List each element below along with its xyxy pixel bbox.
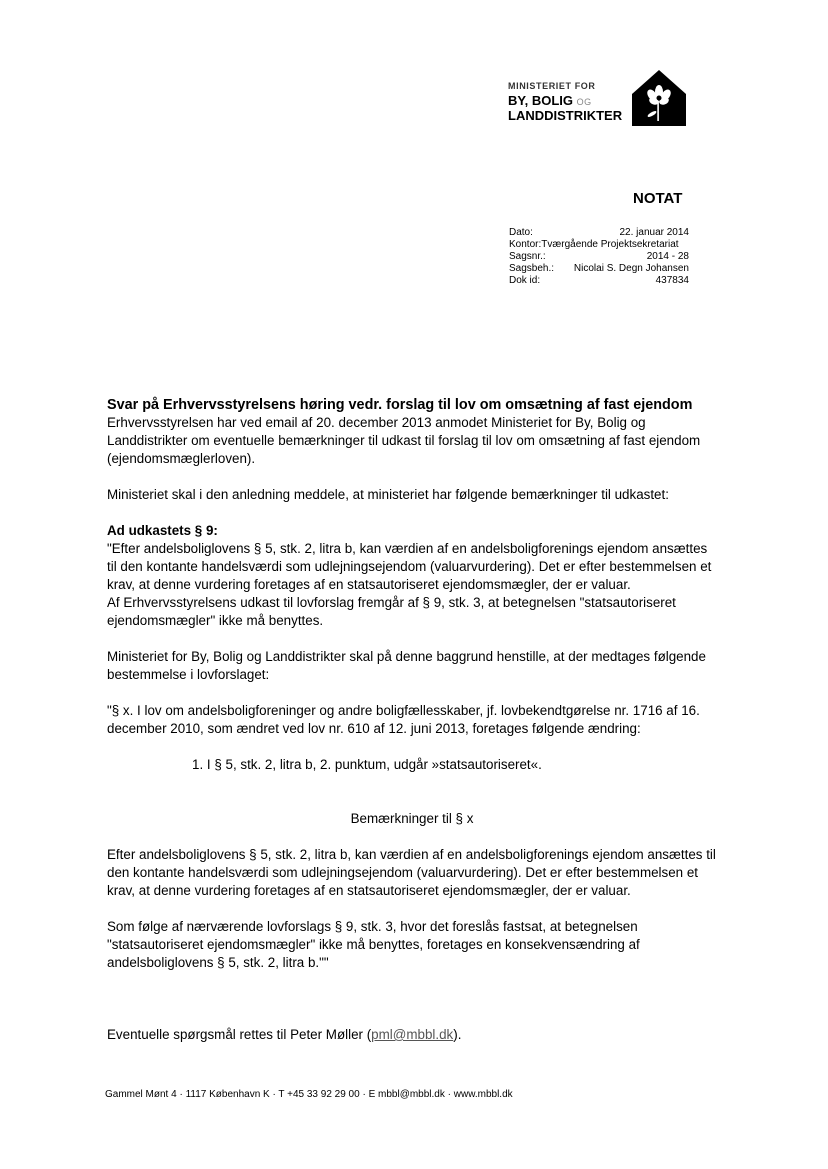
meta-value: Tværgående Projektsekretariat	[541, 239, 679, 250]
page-footer: Gammel Mønt 4 · 1117 København K · T +45 33 92 29 00 · E mbbl@mbbl.dk · www.mbbl.dk	[105, 1089, 513, 1100]
meta-label: Dato:	[509, 227, 533, 238]
announce-paragraph: Ministeriet skal i den anledning meddele, at ministeriet har følgende bemærkninger til udkastet:	[107, 487, 669, 502]
document-type: NOTAT	[633, 190, 683, 207]
meta-label: Sagsnr.:	[509, 251, 546, 262]
amendment-paragraph: "§ x. I lov om andelsboligforeninger og andre boligfællesskaber, jf. lovbekendtgørelse nr. 1716 af 16. december 2010, som ændret ved lov nr. 610 af 12. juni 2013, foretages følgende ændring:	[107, 703, 700, 736]
document-title: Svar på Erhvervsstyrelsens høring vedr. forslag til lov om omsætning af fast ejendom	[107, 397, 693, 413]
contact-suffix: ).	[453, 1027, 462, 1042]
intro-paragraph: Erhvervsstyrelsen har ved email af 20. december 2013 anmodet Ministeriet for By, Bolig og Landdistrikter om eventuelle bemærkninger til udkast til forslag til lov om omsætning af fast ejendom (ejendomsmæglerloven).	[107, 415, 701, 466]
contact-email-link[interactable]: pml@mbbl.dk	[371, 1027, 454, 1042]
meta-value: Nicolai S. Degn Johansen	[573, 263, 689, 274]
recommend-paragraph: Ministeriet for By, Bolig og Landdistrikter skal på denne baggrund henstille, at der medtages følgende bestemmelse i lovforslaget:	[107, 649, 706, 682]
meta-value: 437834	[655, 275, 689, 286]
meta-row-office	[509, 239, 689, 251]
list-item: 1. I § 5, stk. 2, litra b, 2. punktum, udgår »statsautoriseret«.	[192, 757, 542, 772]
meta-row-docid	[509, 275, 689, 287]
document-metadata	[509, 227, 689, 287]
meta-row-case	[509, 251, 689, 263]
ministry-logo	[508, 68, 688, 126]
logo-line-2	[508, 94, 622, 107]
remarks-paragraph: Efter andelsboliglovens § 5, stk. 2, litra b, kan værdien af en andelsboligforenings ejendom ansættes til den kontante handelsværdi som udlejningsejendom (valuarvurdering). Det er efter bestemmelsen et krav, at denne vurdering foretages af en statsautoriseret ejendomsmægler, der er valuar.	[107, 847, 716, 898]
meta-label: Kontor:	[509, 239, 542, 250]
house-flower-icon	[630, 68, 688, 126]
meta-row-date	[509, 227, 689, 239]
meta-label: Sagsbeh.:	[509, 263, 555, 274]
logo-line-3: LANDDISTRIKTER	[508, 108, 623, 123]
logo-wordmark	[508, 82, 622, 122]
section-heading: Ad udkastets § 9:	[107, 523, 218, 538]
contact-line	[107, 1026, 717, 1044]
logo-line-1: MINISTERIET FOR	[508, 81, 596, 91]
quote-paragraph-2: Af Erhvervsstyrelsens udkast til lovforslag fremgår af § 9, stk. 3, at betegnelsen "statsautoriseret ejendomsmægler" ikke må benyttes.	[107, 595, 676, 628]
meta-value: 2014 - 28	[646, 251, 689, 262]
logo-line-2-og: OG	[576, 97, 592, 107]
contact-prefix: Eventuelle spørgsmål rettes til Peter Møller (	[107, 1027, 372, 1042]
logo-line-2-main: BY, BOLIG	[508, 93, 574, 108]
remarks-heading: Bemærkninger til § x	[350, 811, 474, 826]
document-body	[107, 396, 717, 1044]
quote-paragraph: "Efter andelsboliglovens § 5, stk. 2, litra b, kan værdien af en andelsboligforenings ejendom ansættes til den kontante handelsværdi som udlejningsejendom (valuarvurdering). Det er efter bestemmelsen et krav, at denne vurdering foretages af en statsautoriseret ejendomsmægler, der er valuar.	[107, 541, 712, 592]
meta-value: 22. januar 2014	[619, 227, 689, 238]
meta-label: Dok id:	[509, 275, 541, 286]
meta-row-handler	[509, 263, 689, 275]
remarks-paragraph-2: Som følge af nærværende lovforslags § 9, stk. 3, hvor det foreslås fastsat, at betegnelsen "statsautoriseret ejendomsmægler" ikke må benyttes, foretages en konsekvensændring af andelsboliglovens § 5, stk. 2, litra b.""	[107, 919, 640, 970]
